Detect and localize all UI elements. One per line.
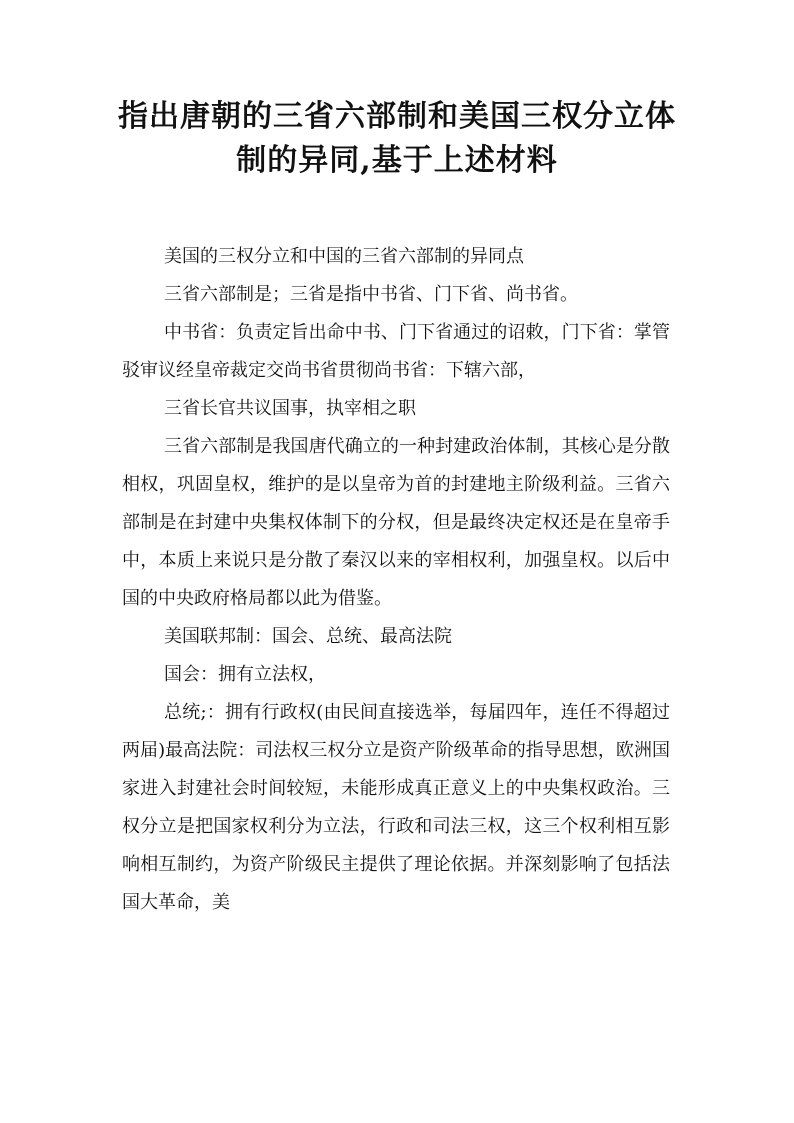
paragraph-us-federal-system: 美国联邦制：国会、总统、最高法院 (164, 626, 452, 647)
paragraph-congress: 国会：拥有立法权， (164, 664, 326, 685)
paragraph-intro: 美国的三权分立和中国的三省六部制的异同点 (164, 246, 524, 267)
document-body (122, 238, 670, 922)
paragraph-chancellors: 三省长官共议国事，执宰相之职 (164, 398, 416, 419)
document-title: 指出唐朝的三省六部制和美国三权分立体制的异同,基于上述材料 (118, 99, 676, 178)
paragraph-separation-of-powers: 总统;：拥有行政权(由民间直接选举，每届四年，连任不得超过两届)最高法院：司法权三权分立是资产阶级革命的指导思想，欧洲国家进入封建社会时间较短，未能形成真正意义上的中央集权政治。三权分立是把国家权利分为立法，行政和司法三权，这三个权利相互影响相互制约，为资产阶级民主提供了理论依据。并深刻影响了包括法国大革命，美 (122, 702, 670, 913)
paragraph-three-departments: 三省六部制是；三省是指中书省、门下省、尚书省。 (164, 284, 578, 305)
paragraph-department-duties: 中书省：负责定旨出命中书、门下省通过的诏敕，门下省：掌管驳审议经皇帝裁定交尚书省贯彻尚书省：下辖六部， (122, 322, 670, 381)
paragraph-tang-system-analysis: 三省六部制是我国唐代确立的一种封建政治体制，其核心是分散相权，巩固皇权，维护的是以皇帝为首的封建地主阶级利益。三省六部制是在封建中央集权体制下的分权，但是最终决定权还是在皇帝手中，本质上来说只是分散了秦汉以来的宰相权利，加强皇权。以后中国的中央政府格局都以此为借鉴。 (122, 436, 670, 609)
